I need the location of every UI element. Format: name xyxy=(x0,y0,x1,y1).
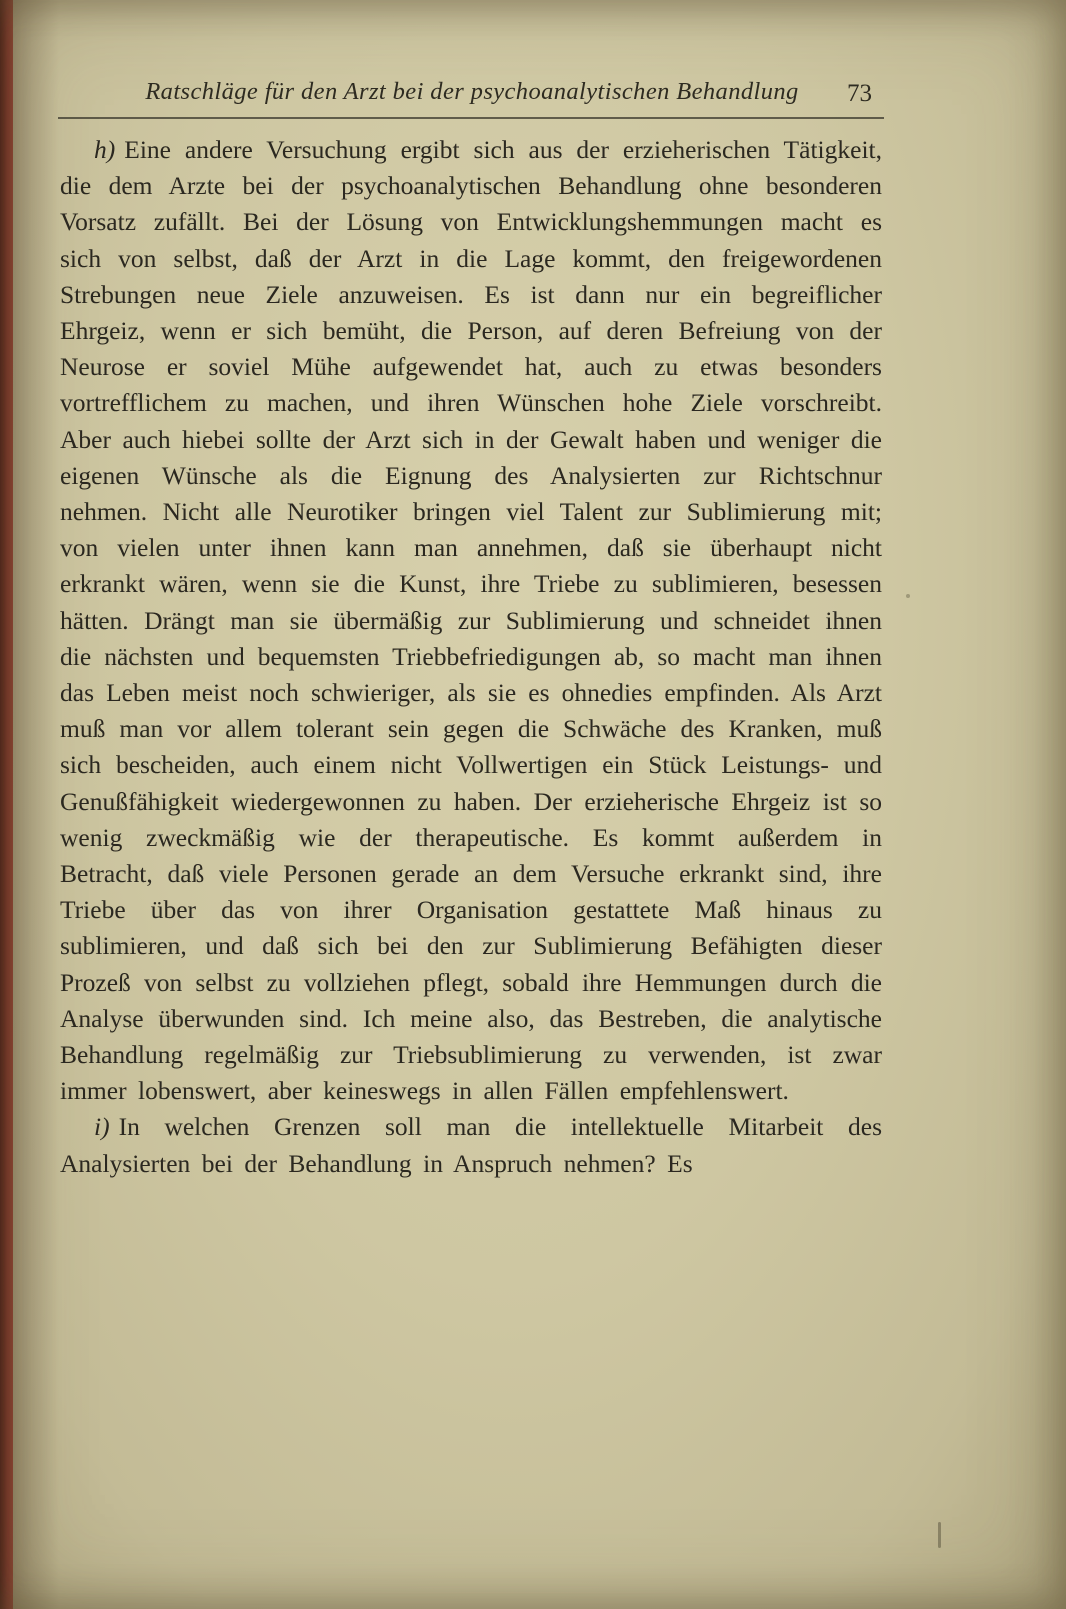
running-title: Ratschläge für den Arzt bei der psychoanalytischen Behandlung xyxy=(145,78,799,105)
paragraph-i-lead: i) xyxy=(94,1112,110,1142)
page-header xyxy=(62,78,882,110)
header-rule xyxy=(58,117,884,119)
body-text xyxy=(60,132,882,1182)
paragraph-i xyxy=(60,1109,882,1181)
paragraph-h-text: Eine andere Versuchung ergibt sich aus der erzieherischen Tätigkeit, die dem Arzte bei der psychoanalytischen Behandlung ohne besonderen Vorsatz zufällt. Bei der Lösung von Entwicklungshemmungen macht es sich von selbst, daß der Arzt in die Lage kommt, den freigewordenen Strebungen neue Ziele anzuweisen. Es ist dann nur ein begreiflicher Ehrgeiz, wenn er sich bemüht, die Person, auf deren Befreiung von der Neurose er soviel Mühe aufgewendet hat, auch zu etwas besonders vortrefflichem zu machen, und ihren Wünschen hohe Ziele vorschreibt. Aber auch hiebei sollte der Arzt sich in der Gewalt haben und weniger die eigenen Wünsche als die Eignung des Analysierten zur Richtschnur nehmen. Nicht alle Neurotiker bringen viel Talent zur Sublimierung mit; von vielen unter ihnen kann man annehmen, daß sie überhaupt nicht erkrankt wären, wenn sie die Kunst, ihre Triebe zu sublimieren, besessen hätten. Drängt man sie übermäßig zur Sublimierung und schneidet ihnen die nächsten und bequemsten Triebbefriedigungen ab, so macht man ihnen das Leben meist noch schwieriger, als sie es ohnedies empfinden. Als Arzt muß man vor allem tolerant sein gegen die Schwäche des Kranken, muß sich bescheiden, auch einem nicht Vollwertigen ein Stück Leistungs- und Genußfähigkeit wiedergewonnen zu haben. Der erzieherische Ehrgeiz ist so wenig zweckmäßig wie der therapeutische. Es kommt außerdem in Betracht, daß viele Personen gerade an dem Versuche erkrankt sind, ihre Triebe über das von ihrer Organisation gestattete Maß hinaus zu sublimieren, und daß sich bei den zur Sublimierung Befähigten dieser Prozeß von selbst zu vollziehen pflegt, sobald ihre Hemmungen durch die Analyse überwunden sind. Ich meine also, das Bestreben, die analytische Behandlung regelmäßig zur Triebsublimierung zu verwenden, ist zwar immer lobenswert, aber keineswegs in allen Fällen empfehlenswert. xyxy=(60,135,882,1106)
paper-speck xyxy=(906,594,910,598)
paper-speck xyxy=(938,1522,941,1548)
page-number: 73 xyxy=(847,80,872,107)
binding-shadow xyxy=(13,0,59,1609)
paragraph-h-lead: h) xyxy=(94,135,116,164)
paragraph-h xyxy=(60,132,882,1109)
paragraph-i-text: In welchen Grenzen soll man die intellektuelle Mitarbeit des Analysierten bei der Behandlung in Anspruch nehmen? Es xyxy=(60,1112,882,1178)
binding-edge-strip xyxy=(0,0,13,1609)
